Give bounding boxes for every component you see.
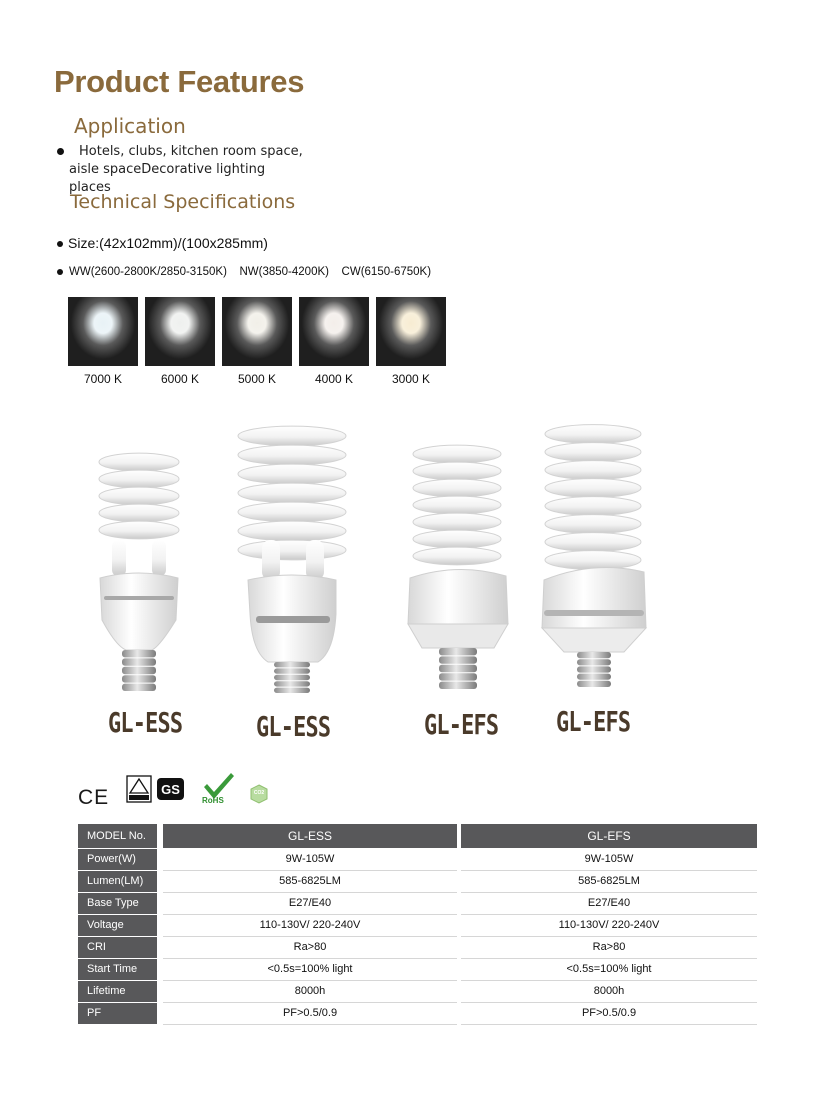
table-row	[78, 936, 757, 958]
swatch-label: 7000 K	[83, 372, 123, 386]
column-header-model: MODEL No.	[78, 824, 157, 848]
column-header-gl-ess: GL-ESS	[163, 824, 457, 848]
lamp-1-spiral	[99, 453, 179, 471]
lamp-1-base	[122, 650, 156, 657]
swatch-label: 5000 K	[237, 372, 277, 386]
row-label: Start Time	[78, 958, 157, 980]
swatch-1	[68, 297, 138, 366]
lamp-2-spiral	[238, 464, 346, 484]
swatch-3	[222, 297, 292, 366]
cell-gl-ess: 110-130V/ 220-240V	[163, 914, 457, 936]
cell-gl-ess: 585-6825LM	[163, 870, 457, 892]
lamp-2-leg	[306, 540, 324, 580]
lamp-4-neck	[542, 628, 646, 652]
lamp-3-spiral	[413, 445, 501, 463]
lamp-2-spiral	[238, 445, 346, 465]
cell-gl-ess: 9W-105W	[163, 848, 457, 870]
swatch-label: 6000 K	[160, 372, 200, 386]
lamp-3-spiral	[413, 547, 501, 565]
lamp-4-spiral	[545, 551, 641, 570]
lamp-3-base	[439, 673, 477, 680]
lamp-4-vent	[544, 610, 644, 616]
cell-gl-ess: E27/E40	[163, 892, 457, 914]
table-row	[78, 914, 757, 936]
lamp-2-base	[274, 662, 310, 667]
lamp-2-base	[274, 668, 310, 673]
lamp-2-spiral	[238, 483, 346, 503]
lamp-4-spiral	[545, 443, 641, 462]
lamp-2-spiral	[238, 540, 346, 560]
swatch-5	[376, 297, 446, 366]
lamp-4-base	[577, 681, 611, 687]
row-label: Power(W)	[78, 848, 157, 870]
lamp-4-base	[577, 659, 611, 665]
cell-gl-efs: PF>0.5/0.9	[461, 1002, 757, 1024]
product-label-gl-ess-2: GL-ESS	[256, 710, 331, 743]
lamp-4-spiral	[545, 533, 641, 552]
lamp-3-spiral	[413, 462, 501, 480]
lamp-2-base	[274, 681, 310, 686]
row-label: CRI	[78, 936, 157, 958]
lamp-4-spiral	[545, 425, 641, 444]
spec-header-row	[78, 824, 757, 848]
lamp-3-spiral	[413, 496, 501, 514]
lamp-4-body	[542, 568, 646, 629]
lamp-1-leg	[152, 540, 166, 576]
lamp-4-spiral	[545, 515, 641, 534]
lamp-1-spiral	[99, 521, 179, 539]
lamp-2-base	[274, 688, 310, 693]
row-label: Voltage	[78, 914, 157, 936]
cell-gl-efs: 110-130V/ 220-240V	[461, 914, 757, 936]
lamp-3-body	[408, 569, 508, 624]
cell-gl-ess: 8000h	[163, 980, 457, 1002]
lamp-3-base	[439, 665, 477, 672]
product-label-gl-ess-1: GL-ESS	[108, 706, 183, 739]
cell-gl-efs: 8000h	[461, 980, 757, 1002]
product-label-gl-efs-1: GL-EFS	[424, 708, 499, 741]
lamp-4-spiral	[545, 479, 641, 498]
bullet-icon	[57, 269, 63, 275]
lamp-3-neck	[408, 624, 508, 648]
lamp-3-spiral	[413, 513, 501, 531]
lamp-1-spiral	[99, 504, 179, 522]
lamp-2-spiral	[238, 502, 346, 522]
bullet-icon	[57, 241, 63, 247]
cell-gl-efs: Ra>80	[461, 936, 757, 958]
svg-text:GS: GS	[161, 782, 180, 797]
technical-heading: Technical Specifications	[70, 191, 296, 213]
lamp-4-base	[577, 652, 611, 658]
lamp-2-spiral	[238, 521, 346, 541]
row-label: Base Type	[78, 892, 157, 914]
row-label: Lifetime	[78, 980, 157, 1002]
cell-gl-ess: PF>0.5/0.9	[163, 1002, 457, 1024]
lamp-2-base	[274, 675, 310, 680]
application-heading: Application	[74, 114, 186, 138]
lamp-1-base	[122, 667, 156, 674]
gs-mark-icon	[126, 775, 188, 803]
lamp-1-spiral	[99, 487, 179, 505]
co2-label: CO2	[253, 790, 265, 796]
lamp-2-leg	[262, 540, 280, 580]
table-row	[78, 870, 757, 892]
spec-table	[78, 824, 757, 1025]
lamp-4-base	[577, 666, 611, 672]
table-row	[78, 980, 757, 1002]
lamp-1-spiral	[99, 470, 179, 488]
cell-gl-ess: Ra>80	[163, 936, 457, 958]
lamp-4-spiral	[545, 497, 641, 516]
lamp-3-base	[439, 682, 477, 689]
lamp-3-spiral	[413, 530, 501, 548]
lamp-1-leg	[112, 540, 126, 576]
lamp-4-spiral	[545, 461, 641, 480]
lamp-1-base	[122, 684, 156, 691]
table-row	[78, 958, 757, 980]
bullet-icon	[57, 148, 64, 155]
lamp-2-spiral	[238, 426, 346, 446]
lamp-product-images	[0, 400, 813, 700]
cell-gl-efs: E27/E40	[461, 892, 757, 914]
lamp-2-vent	[256, 616, 330, 623]
table-row	[78, 1002, 757, 1024]
column-header-gl-efs: GL-EFS	[461, 824, 757, 848]
lamp-1-body	[100, 573, 178, 650]
swatch-label: 3000 K	[391, 372, 431, 386]
application-text-body: Hotels, clubs, kitchen room space, aisle spaceDecorative lighting places	[69, 144, 303, 195]
color-temperature-spec: WW(2600-2800K/2850-3150K) NW(3850-4200K) CW(6150-6750K)	[69, 266, 432, 278]
swatch-2	[145, 297, 215, 366]
cell-gl-efs: 585-6825LM	[461, 870, 757, 892]
lamp-3-base	[439, 656, 477, 663]
lamp-3-spiral	[413, 479, 501, 497]
lamp-1-base	[122, 675, 156, 682]
row-label: Lumen(LM)	[78, 870, 157, 892]
rohs-label: RoHS	[202, 796, 224, 805]
page-title: Product Features	[54, 64, 305, 99]
lamp-3-base	[439, 648, 477, 655]
table-row	[78, 848, 757, 870]
size-spec: Size:(42x102mm)/(100x285mm)	[68, 235, 268, 251]
lamp-1-base	[122, 658, 156, 665]
cell-gl-efs: <0.5s=100% light	[461, 958, 757, 980]
application-text	[69, 143, 389, 197]
swatch-label: 4000 K	[314, 372, 354, 386]
ce-mark-icon: CE	[78, 786, 110, 809]
table-row	[78, 892, 757, 914]
cell-gl-efs: 9W-105W	[461, 848, 757, 870]
swatch-4	[299, 297, 369, 366]
lamp-4-base	[577, 674, 611, 680]
row-label: PF	[78, 1002, 157, 1024]
lamp-1-vent	[104, 596, 174, 600]
product-label-gl-efs-2: GL-EFS	[556, 705, 631, 738]
cell-gl-ess: <0.5s=100% light	[163, 958, 457, 980]
